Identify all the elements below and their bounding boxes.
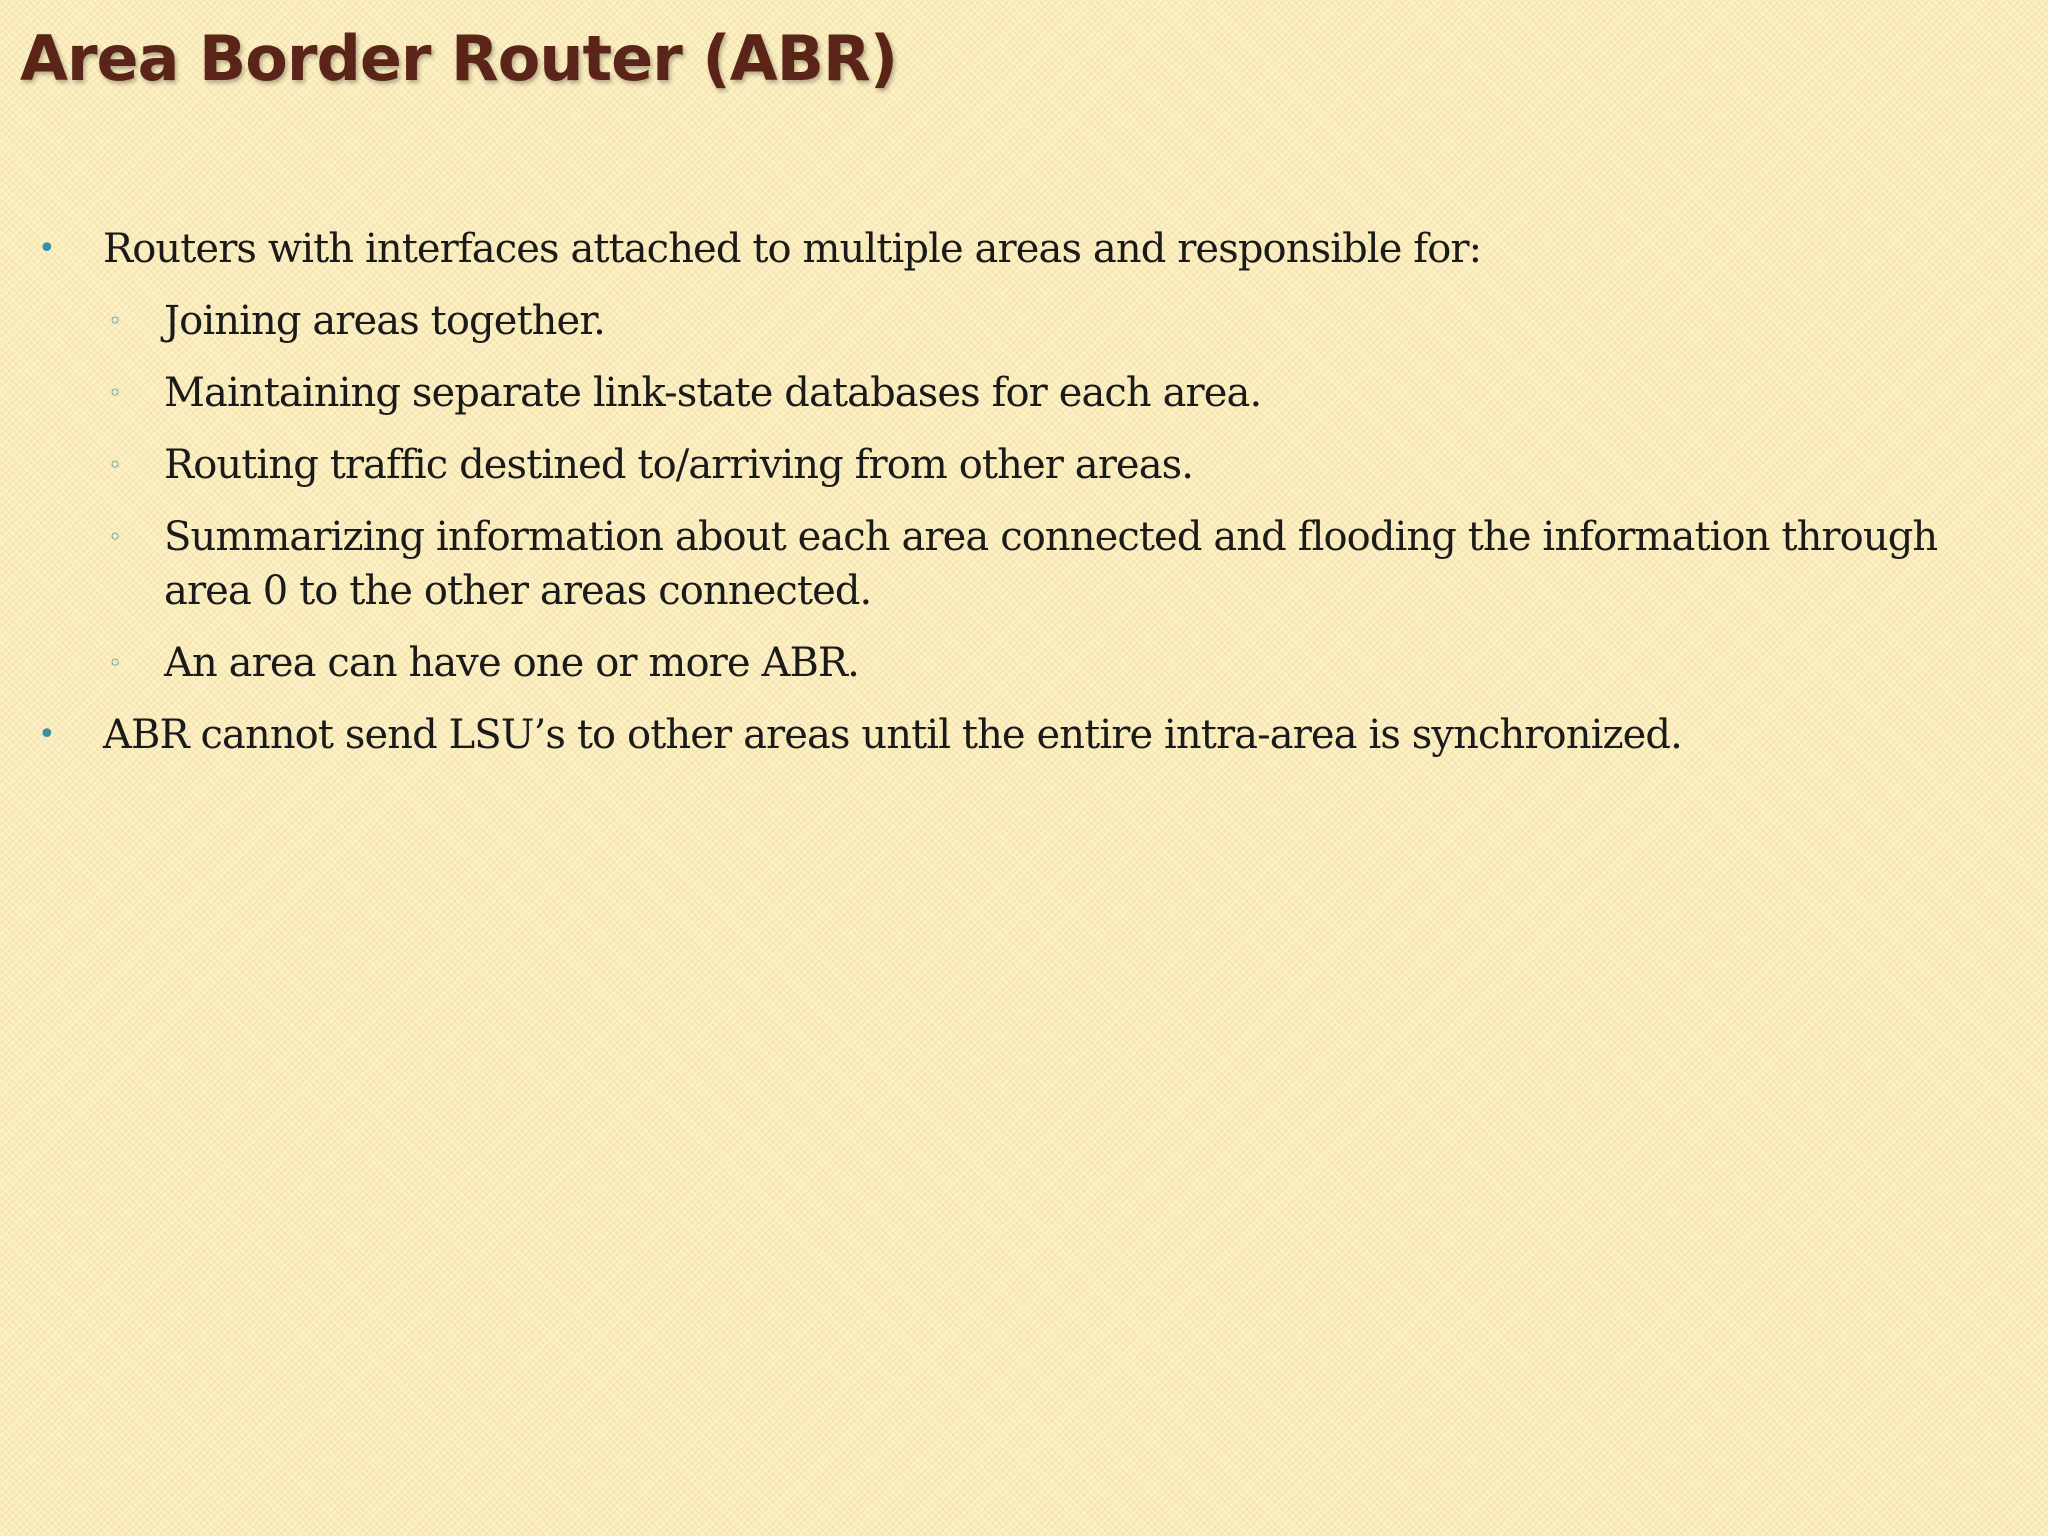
- sub-bullet-circle-icon: ◦: [108, 451, 123, 479]
- sub-bullet-text: An area can have one or more ABR.: [164, 640, 859, 686]
- sub-bullet-circle-icon: ◦: [108, 379, 123, 407]
- sub-bullet-text: Routing traffic destined to/arriving from other areas.: [164, 442, 1194, 488]
- sub-bullet-item: [0, 294, 2048, 348]
- sub-bullet-item: [0, 438, 2048, 492]
- sub-bullet-circle-icon: ◦: [108, 307, 123, 335]
- sub-bullet-circle-icon: ◦: [108, 523, 123, 551]
- bullet-text: ABR cannot send LSU’s to other areas until the entire intra-area is synchronized.: [103, 712, 1682, 758]
- bullet-item: [0, 222, 2048, 276]
- bullet-item: [0, 708, 2048, 762]
- sub-bullet-circle-icon: ◦: [108, 649, 123, 677]
- sub-bullet-item: [0, 366, 2048, 420]
- sub-bullet-item: [0, 636, 2048, 690]
- bullet-dot-icon: •: [38, 717, 56, 752]
- sub-bullet-text: Summarizing information about each area connected and flooding the information through area 0 to the other areas connected.: [164, 514, 1938, 614]
- bullet-dot-icon: •: [38, 231, 56, 266]
- sub-bullet-text: Maintaining separate link-state databases for each area.: [164, 370, 1262, 416]
- sub-bullet-item: [0, 510, 2048, 618]
- bullet-list: [0, 222, 2048, 780]
- bullet-text: Routers with interfaces attached to multiple areas and responsible for:: [103, 226, 1482, 272]
- slide-title: Area Border Router (ABR): [20, 22, 898, 95]
- sub-bullet-text: Joining areas together.: [164, 298, 605, 344]
